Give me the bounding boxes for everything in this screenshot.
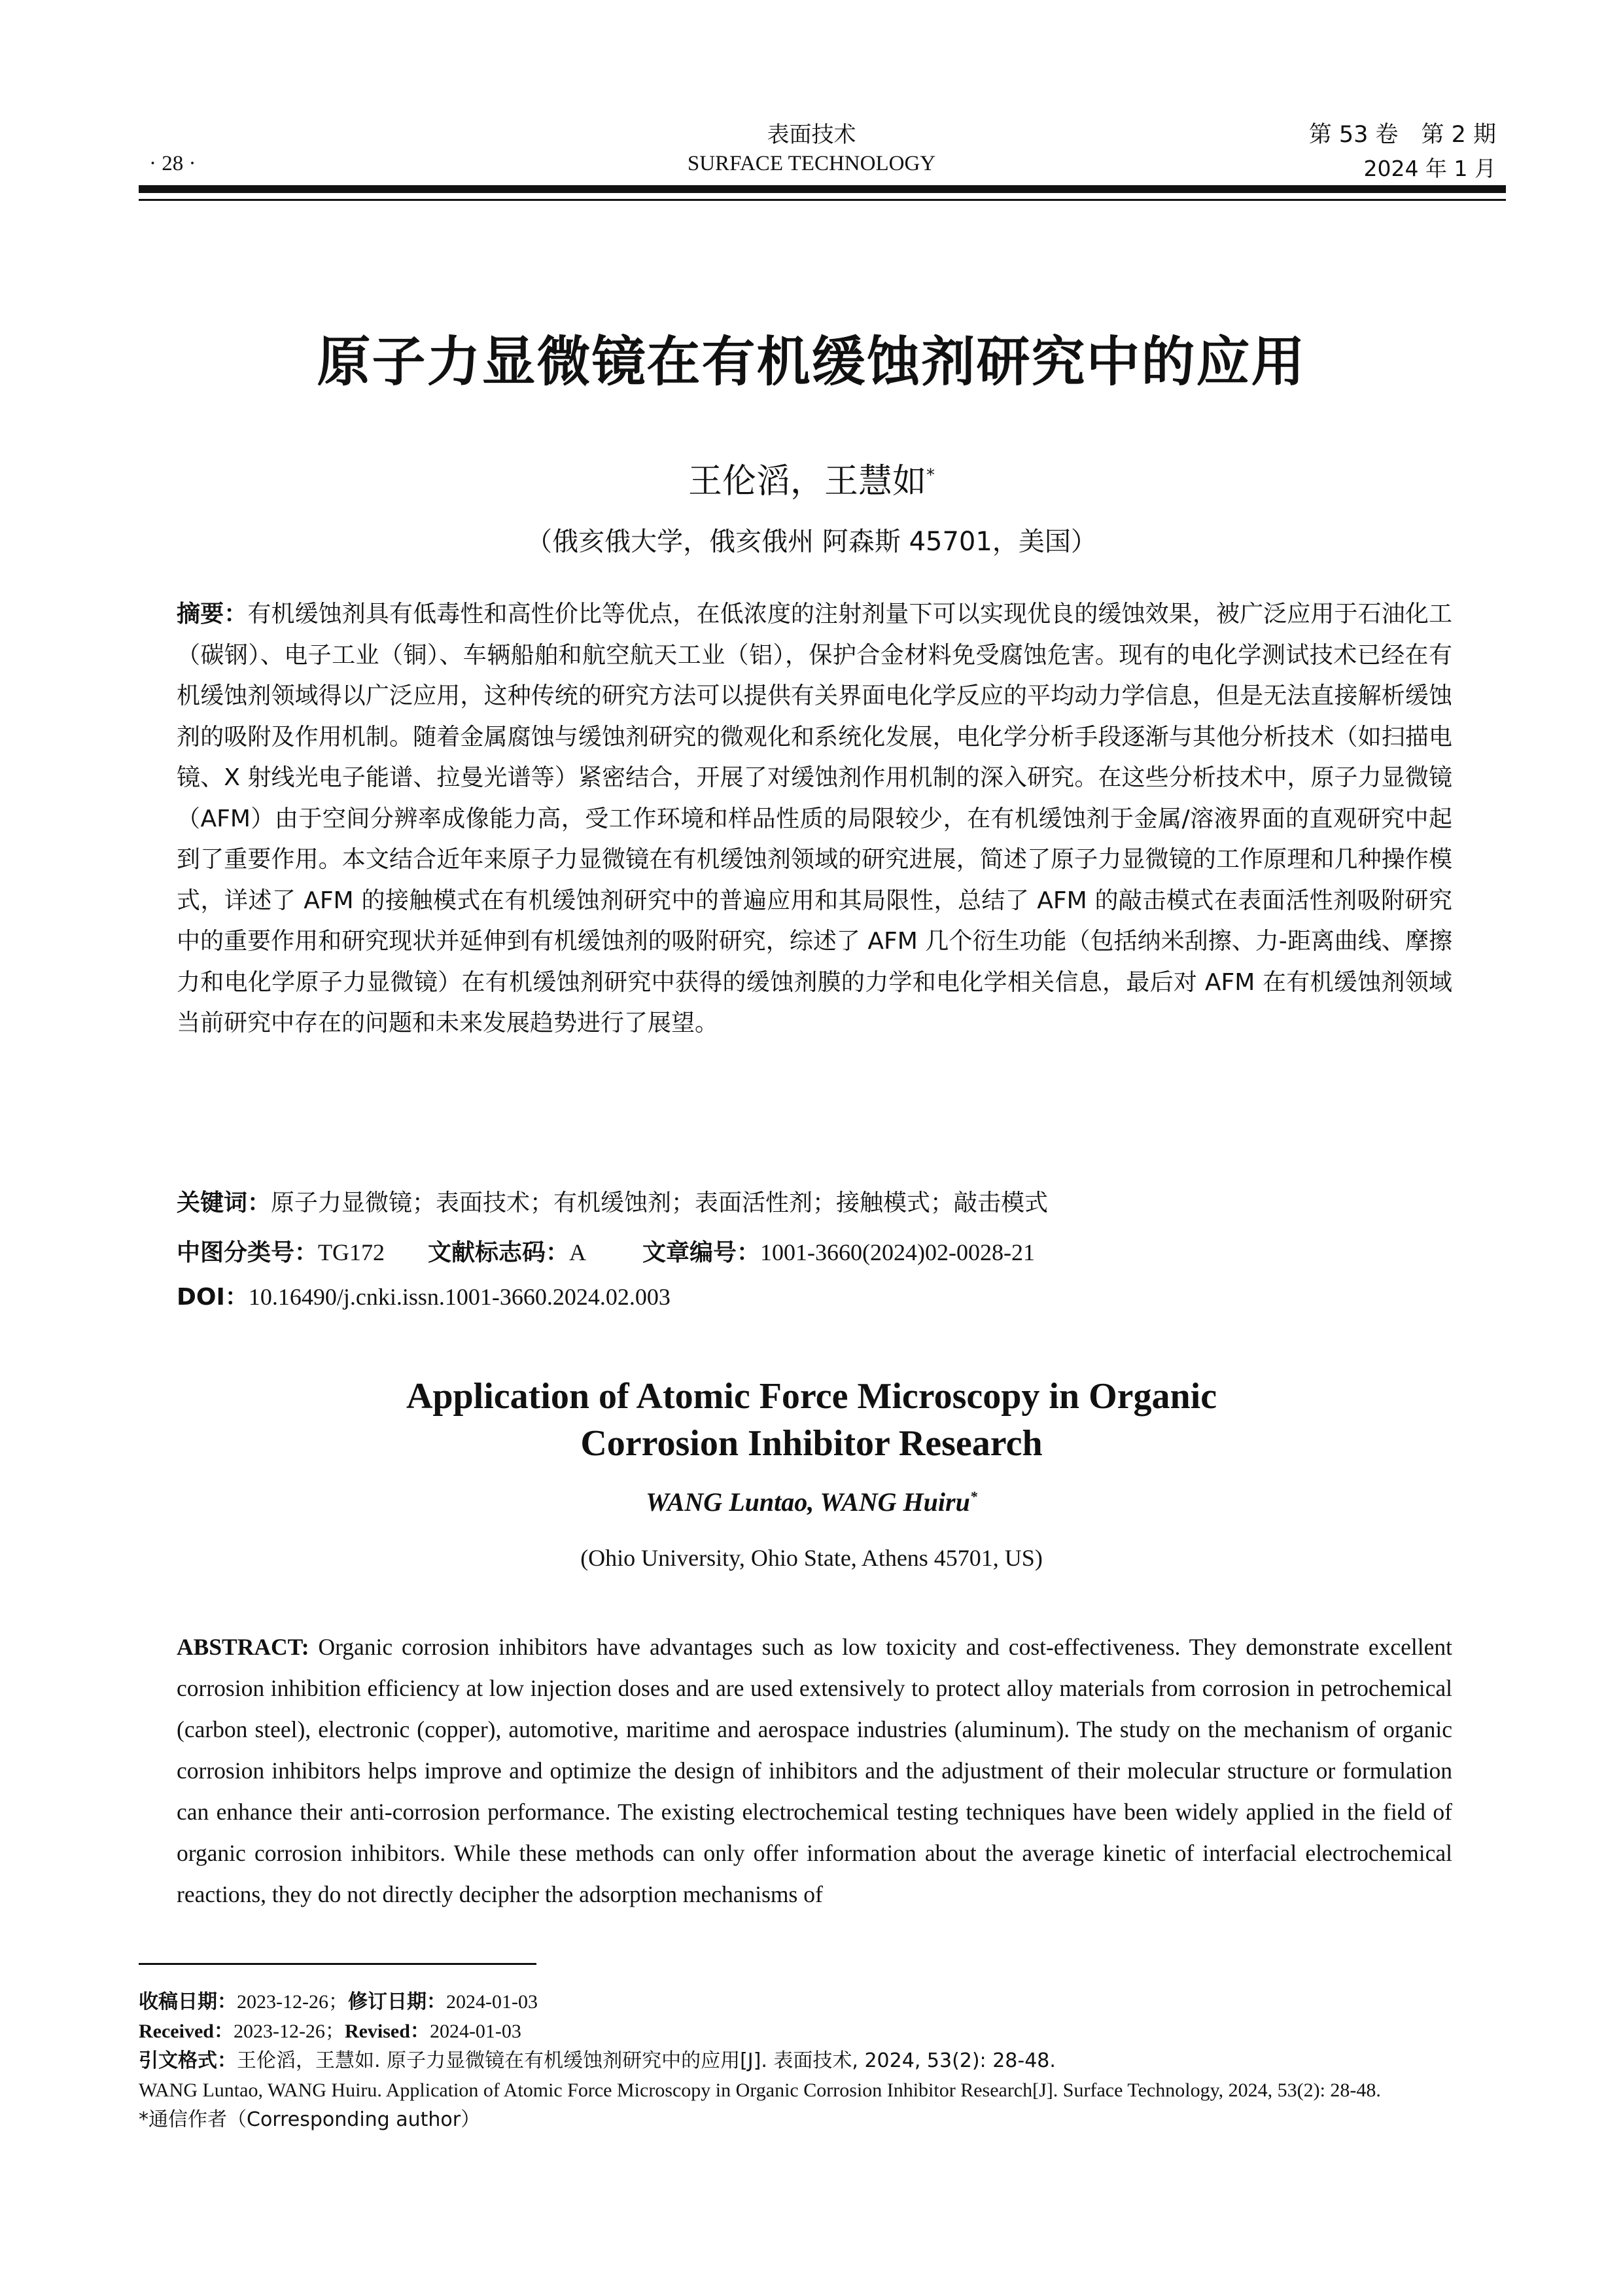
keywords-cn [177,1184,1048,1218]
issue-date: 2024 年 1 月 [1363,156,1496,181]
citation-cn-line [139,2048,1498,2074]
doc-code-value: A [569,1239,587,1265]
footnotes [139,1989,1498,2136]
corresponding-mark: * [926,465,935,486]
received-en-line [139,2019,1498,2045]
affiliation-cn: （俄亥俄大学，俄亥俄州 阿森斯 45701，美国） [526,527,1097,557]
doc-code-label: 文献标志码： [428,1239,570,1266]
article-number-label: 文章编号： [642,1239,761,1266]
citation-en-text: WANG Luntao, WANG Huiru. Application of Atomic Force Microscopy in Organic Corrosion Inhibitor Research[J]. Surface Technology, 2024, 53(2): 28-48. [139,2079,1381,2101]
keywords-cn-text: 原子力显微镜；表面技术；有机缓蚀剂；表面活性剂；接触模式；敲击模式 [271,1190,1049,1216]
corresponding-mark-en: * [969,1488,977,1505]
header-rule-thin [139,199,1506,201]
journal-name-en: SURFACE TECHNOLOGY [687,152,936,175]
abstract-cn [177,594,1452,1044]
citation-cn-text: 王伦滔，王慧如. 原子力显微镜在有机缓蚀剂研究中的应用[J]. 表面技术, 2024, 53(2): 28-48. [237,2049,1056,2072]
author-names-en: WANG Luntao, WANG Huiru [646,1487,970,1517]
doi-label: DOI： [177,1284,249,1311]
revised-cn-label: 修订日期： [347,1990,446,2013]
revised-cn-date: 2024-01-03 [445,1991,538,2013]
author-names-cn: 王伦滔，王慧如 [688,462,926,501]
volume-issue: 第 53 卷 第 2 期 [1308,122,1496,148]
doi-value: 10.16490/j.cnki.issn.1001-3660.2024.02.003 [248,1284,671,1310]
abstract-en-text: Organic corrosion inhibitors have advantages such as low toxicity and cost-effectiveness. They demonstrate excellent corrosion inhibition efficiency at low injection doses and are used extensively to protect alloy materials from corrosion in petrochemical (carbon steel), electronic (copper), automotive, maritime and aerospace industries (aluminum). The study on the mechanism of organic corrosion inhibitors helps improve and optimize the design of inhibitors and the adjustment of their molecular structure or formulation can enhance their anti-corrosion performance. The existing electrochemical testing techniques have been widely applied in the field of organic corrosion inhibitors. While these methods can only offer information about the average kinetic of interfacial electrochemical reactions, they do not directly decipher the adsorption mechanisms of [177,1634,1453,1907]
authors-cn [0,453,1623,503]
received-cn-line [139,1989,1498,2015]
header-rule-thick [139,185,1506,193]
clc-value: TG172 [318,1239,385,1265]
affiliation-en: (Ohio University, Ohio State, Athens 45701, US) [580,1545,1043,1571]
classification-row [177,1234,1035,1267]
article-title-en-line2: Corrosion Inhibitor Research [580,1423,1043,1464]
revised-en-label: Revised： [344,2021,430,2042]
citation-cn-label: 引文格式： [139,2049,237,2072]
corresponding-author-note: *通信作者（Corresponding author） [139,2108,481,2131]
doi-row [177,1279,671,1312]
revised-en-date: 2024-01-03 [429,2021,521,2042]
abstract-cn-label: 摘要： [177,601,248,627]
keywords-cn-label: 关键词： [177,1190,271,1216]
clc-label: 中图分类号： [177,1239,319,1266]
abstract-en-label: ABSTRACT: [177,1634,309,1660]
article-title-cn: 原子力显微镜在有机缓蚀剂研究中的应用 [317,331,1306,393]
article-title-en [0,1373,1623,1467]
received-en-date: 2023-12-26； [233,2021,345,2042]
abstract-en [177,1627,1452,1915]
abstract-cn-text: 有机缓蚀剂具有低毒性和高性价比等优点，在低浓度的注射剂量下可以实现优良的缓蚀效果，被广泛应用于石油化工（碳钢）、电子工业（铜）、车辆船舶和航空航天工业（铝），保护合金材料免受腐蚀危害。现有的电化学测试技术已经在有机缓蚀剂领域得以广泛应用，这种传统的研究方法可以提供有关界面电化学反应的平均动力学信息，但是无法直接解析缓蚀剂的吸附及作用机制。随着金属腐蚀与缓蚀剂研究的微观化和系统化发展，电化学分析手段逐渐与其他分析技术（如扫描电镜、X 射线光电子能谱、拉曼光谱等）紧密结合，开展了对缓蚀剂作用机制的深入研究。在这些分析技术中，原子力显微镜（AFM）由于空间分辨率成像能力高，受工作环境和样品性质的局限较少，在有机缓蚀剂于金属/溶液界面的直观研究中起到了重要作用。本文结合近年来原子力显微镜在有机缓蚀剂领域的研究进展，简述了原子力显微镜的工作原理和几种操作模式，详述了 AFM 的接触模式在有机缓蚀剂研究中的普遍应用和其局限性，总结了 AFM 的敲击模式在表面活性剂吸附研究中的重要作用和研究现状并延伸到有机缓蚀剂的吸附研究，综述了 AFM 几个衍生功能（包括纳米刮擦、力-距离曲线、摩擦力和电化学原子力显微镜）在有机缓蚀剂研究中获得的缓蚀剂膜的力学和电化学相关信息，最后对 AFM 在有机缓蚀剂领域当前研究中存在的问题和未来发展趋势进行了展望。 [177,601,1452,1036]
received-cn-date: 2023-12-26； [237,1991,348,2013]
authors-en [0,1487,1623,1517]
article-number-value: 1001-3660(2024)02-0028-21 [760,1239,1035,1265]
page-number: · 28 · [149,152,196,175]
footnote-rule [139,1963,536,1965]
article-title-en-line1: Application of Atomic Force Microscopy in Organic [406,1376,1217,1417]
received-en-label: Received： [139,2021,234,2042]
received-cn-label: 收稿日期： [139,1990,237,2013]
journal-name-cn: 表面技术 [767,122,856,148]
